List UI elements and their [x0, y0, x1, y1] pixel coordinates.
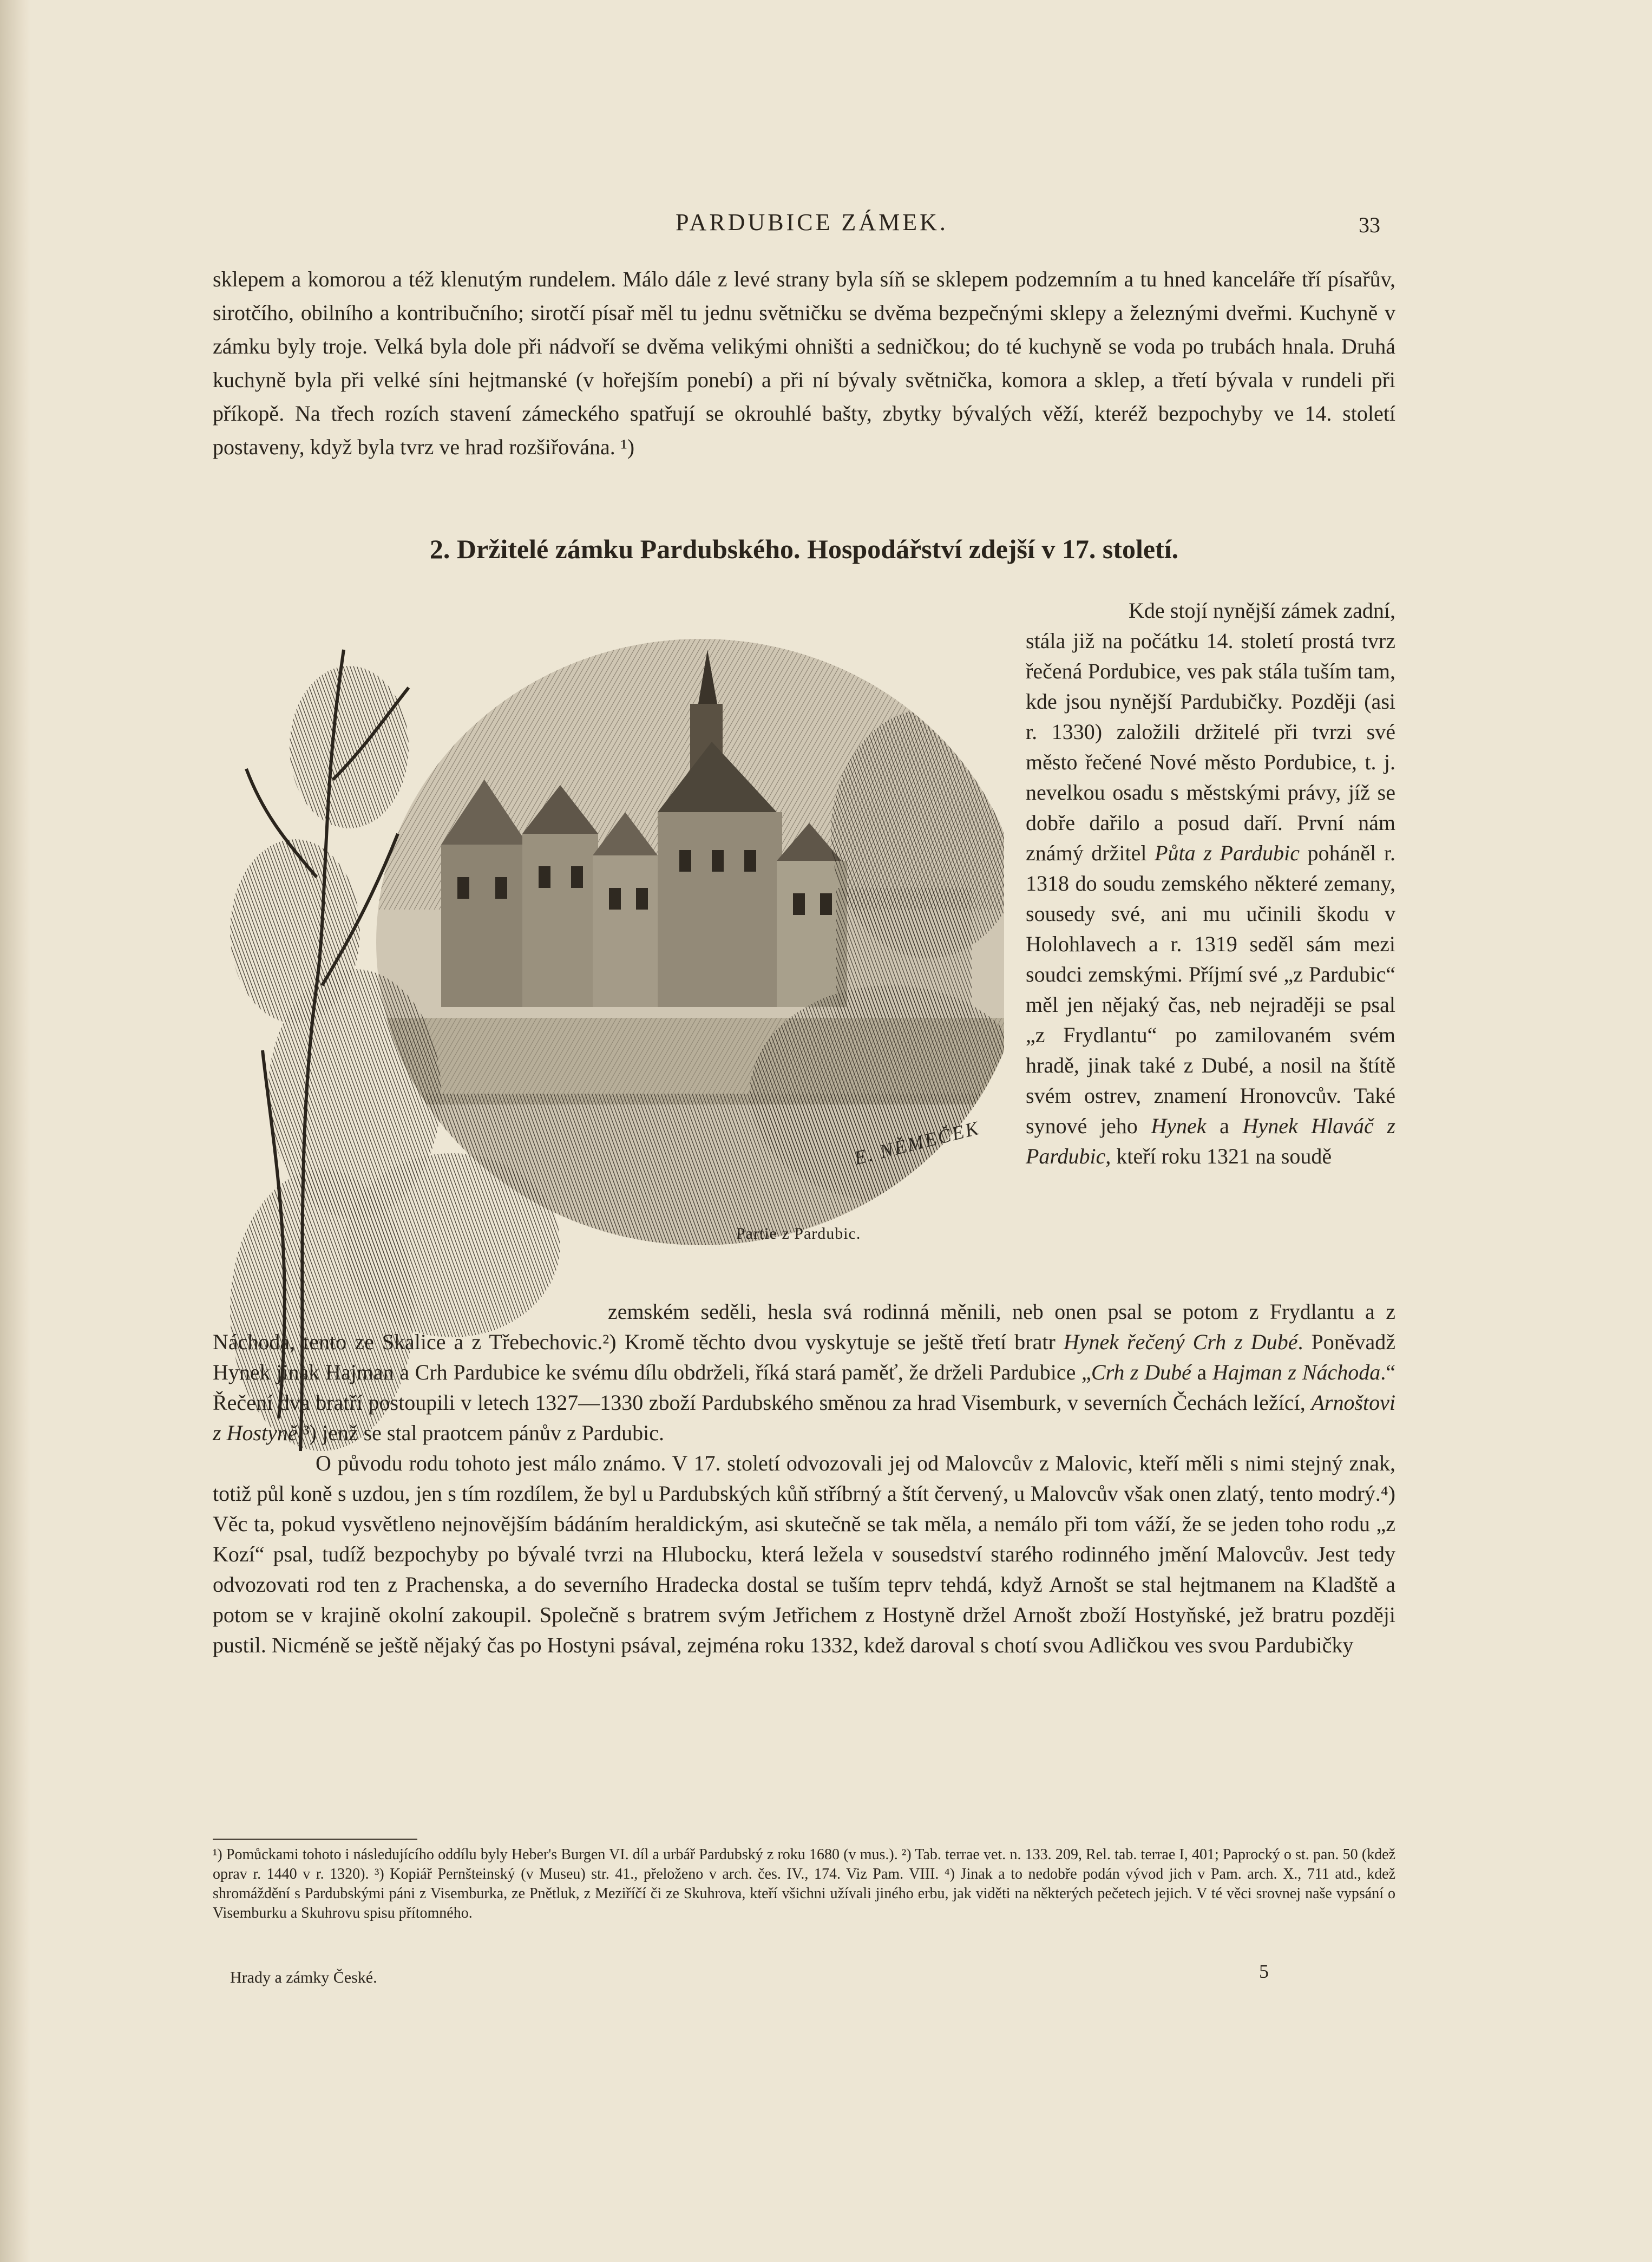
continuation-text-4: .“ Řečení dva bratří postoupili v letech 1327—1330 zboží Pardubského směnou za hrad Visemburk, v severních Čechách ležící,	[213, 1360, 1395, 1415]
page-gutter-shadow	[0, 0, 30, 2262]
column-text-2: poháněl r. 1318 do soudu zemského některé zemany, sousedy své, ani mu učinili škodu v Holohlavech a r. 1319 seděl sám mezi soudci zemskými. Příjmí své „z Pardubic“ měl jen nějaký čas, neb nejraději se psal „z Frydlantu“ po zamilovaném svém hradě, jinak také z Dubé, a nosil na štítě svém ostrev, znamení Hronovcův. Také synové jeho	[1026, 841, 1396, 1138]
gathering-number: 5	[1259, 1960, 1269, 1982]
page-number: 33	[1359, 213, 1380, 237]
footnotes: ¹) Pomůckami tohoto i následujícího oddílu byly Heber's Burgen VI. díl a urbář Pardubský z roku 1680 (v mus.). ²) Tab. terrae vet. n. 133. 209, Rel. tab. terrae I, 401; Paprocký o st. pan. 50 (kdež oprav r. 1440 v r. 1320). ³) Kopiář Pernšteinský (v Museu) str. 41., přeloženo v arch. čes. IV., 174. Viz Pam. VIII. ⁴) Jinak a to nedobře podán vývod jich v Pam. arch. X., 711 atd., kdež shromáždění s Pardubskými páni z Visemburka, ze Pnětluk, z Meziříčí či ze Skuhrova, kteří všichni užívali jiného erbu, jak viděti na některých pečetech jejich. V té věci srovnej naše vypsání o Visemburku a Skuhrovu spisu přítomného.	[213, 1846, 1395, 1921]
continuation-text-2: . Poněvadž Hynek jinak Hajman a Crh Pardubice ke svému dílu obdrželi, říká stará paměť, že drželi Pardubice „	[213, 1330, 1395, 1384]
continuation-text-1: zemském seděli, hesla svá rodinná měnili, neb onen psal se potom z Frydlantu a z Náchoda, tento ze Skalice a z Třebechovic.²) Kromě těchto dvou vyskytuje se ještě třetí bratr	[213, 1299, 1395, 1354]
footnote-rule	[213, 1839, 417, 1840]
continuation-italic-2: Crh z Dubé	[1091, 1360, 1191, 1384]
column-paragraph	[1026, 596, 1395, 1172]
section-heading: 2. Držitelé zámku Pardubského. Hospodářství zdejší v 17. století.	[429, 534, 1179, 564]
column-text-1: Kde stojí nynější zámek zadní, stála již na počátku 14. století prostá tvrz řečená Pordubice, ves pak stála tuším tam, kde jsou nynější Pardubičky. Později (asi r. 1330) založili držitelé při tvrzi své město řečené Nové město Pordubice, t. j. nevelkou osadu s městskými právy, jíž se dobře dařilo a posud daří. První nám známý držitel	[1026, 598, 1395, 865]
column-italic-2: Hynek	[1151, 1114, 1207, 1138]
column-italic-3: Hynek Hlaváč z Pardubic	[1026, 1114, 1395, 1168]
continuation-italic-4: Arnoštovi z Hostyně	[213, 1390, 1395, 1445]
last-paragraph: O původu rodu tohoto jest málo známo. V 17. století odvozovali jej od Malovcův z Malovic, kteří měli s nimi stejný znak, totiž půl koně s uzdou, jen s tím rozdílem, že byl u Pardubských kůň stříbrný a štít červený, u Malovcův však onen zlatý, tento modrý.⁴) Věc ta, pokud vysvětleno nejnovějším bádáním heraldickým, asi skutečně se tak měla, a nemálo při tom váží, že se jeden toho rodu „z Kozí“ psal, tudíž bezpochyby po bývalé tvrzi na Hlubocku, která ležela v sousedství starého rodinného jmění Malovcův. Jest tedy odvozovati rod ten z Prachenska, a do severního Hradecka dostal se tuším teprv tehdá, když Arnošt se stal hejtmanem na Kladště a potom se v krajině okolní zakoupil. Společně s bratrem svým Jetřichem z Hostyně držel Arnošt zboží Hostyňské, jež bratru později pustil. Nicméně se ještě nějaký čas po Hostyni psával, zejména roku 1332, kdež daroval s chotí svou Adličkou ves svou Pardubičky	[213, 1451, 1395, 1657]
column-text-4: , kteří roku 1321 na soudě	[1105, 1144, 1332, 1168]
column-italic-1: Půta z Pardubic	[1155, 841, 1300, 865]
signature-mark: Hrady a zámky České.	[230, 1969, 377, 1986]
column-text-3: a	[1206, 1114, 1243, 1138]
continuation-italic-3: Hajman z Náchoda	[1212, 1360, 1381, 1384]
illustration-caption: Partie z Pardubic.	[736, 1225, 861, 1243]
body-text-continued	[213, 1297, 1395, 1660]
intro-paragraph: sklepem a komorou a též klenutým rundelem. Málo dále z levé strany byla síň se sklepem podzemním a tu hned kanceláře tří písařův, sirotčího, obilního a kontribučního; sirotčí písař měl tu jednu světničku se dvěma bezpečnými sklepy a železnými dveřmi. Kuchyně v zámku byly troje. Velká byla dole při nádvoří se dvěma velikými ohništi a sedničkou; do té kuchyně se voda po trubách hnala. Druhá kuchyně byla při velké síni hejtmanské (v hořejším ponebí) a při ní bývaly světnička, komora a sklep, a třetí bývala v rundeli při příkopě. Na třech rozích stavení zámeckého spatřují se okrouhlé bašty, zbytky bývalých věží, kteréž bezpochyby ve 14. století postaveny, když byla tvrz ve hrad rozšiřována. ¹)	[213, 267, 1395, 459]
continuation-text-3: a	[1191, 1360, 1212, 1384]
engraver-signature: E. NĚMEČEK	[851, 1116, 982, 1169]
continuation-text-5: ,³) jenž se stal praotcem pánův z Pardubic.	[297, 1421, 664, 1445]
running-title: PARDUBICE ZÁMEK.	[676, 209, 948, 236]
continuation-italic-1: Hynek řečený Crh z Dubé	[1063, 1330, 1298, 1354]
